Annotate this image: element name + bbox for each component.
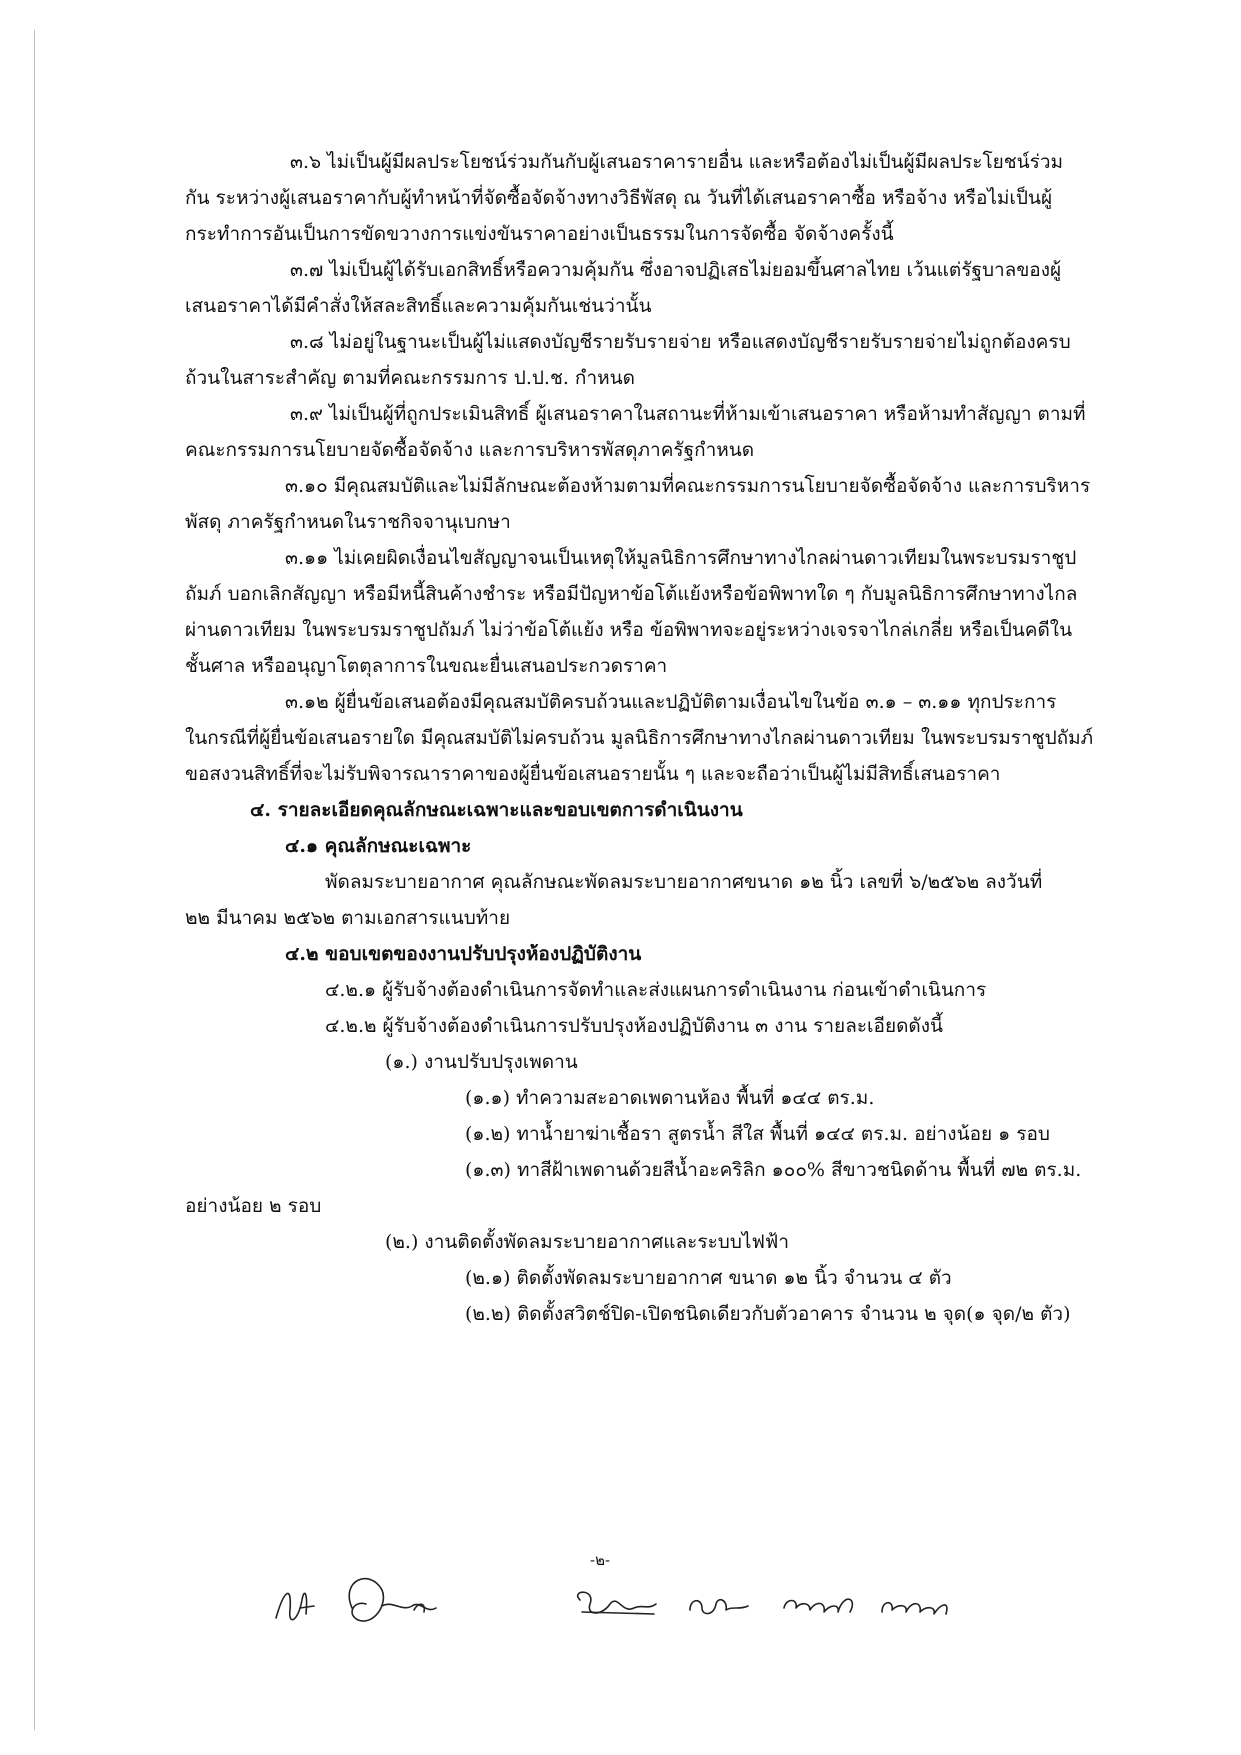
section-4-2-heading: ๔.๒ ขอบเขตของงานปรับปรุงห้องปฏิบัติงาน [285, 943, 642, 965]
item-4-2-2: ๔.๒.๒ ผู้รับจ้างต้องดำเนินการปรับปรุงห้องปฏิบัติงาน ๓ งาน รายละเอียดดังนี้ [325, 1015, 944, 1037]
paragraph-3-8-line-1: ๓.๘ ไม่อยู่ในฐานะเป็นผู้ไม่แสดงบัญชีรายรับรายจ่าย หรือแสดงบัญชีรายรับรายจ่ายไม่ถูกต้องครบ [290, 331, 1071, 353]
page-number: -๒- [590, 1551, 611, 1569]
work-1-2: (๑.๒) ทาน้ำยาฆ่าเชื้อรา สูตรน้ำ สีใส พื้นที่ ๑๔๔ ตร.ม. อย่างน้อย ๑ รอบ [465, 1123, 1050, 1145]
paragraph-3-10-line-2: พัสดุ ภาครัฐกำหนดในราชกิจจานุเบกษา [185, 511, 511, 533]
section-4-heading: ๔. รายละเอียดคุณลักษณะเฉพาะและขอบเขตการดำเนินงาน [250, 799, 743, 821]
work-2-2: (๒.๒) ติดตั้งสวิตช์ปิด-เปิดชนิดเดียวกับตัวอาคาร จำนวน ๒ จุด(๑ จุด/๒ ตัว) [465, 1303, 1071, 1325]
item-4-2-1: ๔.๒.๑ ผู้รับจ้างต้องดำเนินการจัดทำและส่งแผนการดำเนินงาน ก่อนเข้าดำเนินการ [325, 979, 987, 1001]
section-4-1-heading: ๔.๑ คุณลักษณะเฉพาะ [285, 835, 472, 857]
paragraph-3-8-line-2: ถ้วนในสาระสำคัญ ตามที่คณะกรรมการ ป.ป.ช. กำหนด [185, 367, 635, 389]
paragraph-3-7-line-1: ๓.๗ ไม่เป็นผู้ได้รับเอกสิทธิ์หรือความคุ้มกัน ซึ่งอาจปฏิเสธไม่ยอมขึ้นศาลไทย เว้นแต่รัฐบาลของผู้ [290, 259, 1062, 281]
paragraph-3-11-line-1: ๓.๑๑ ไม่เคยผิดเงื่อนไขสัญญาจนเป็นเหตุให้มูลนิธิการศึกษาทางไกลผ่านดาวเทียมในพระบรมราชูป [285, 547, 1077, 569]
work-1-3-line-1: (๑.๓) ทาสีฝ้าเพดานด้วยสีน้ำอะคริลิก ๑๐๐% สีขาวชนิดด้าน พื้นที่ ๗๒ ตร.ม. [465, 1159, 1082, 1181]
paragraph-3-6-line-3: กระทำการอันเป็นการขัดขวางการแข่งขันราคาอย่างเป็นธรรมในการจัดซื้อ จัดจ้างครั้งนี้ [185, 223, 894, 245]
handwritten-signatures [270, 1570, 1110, 1640]
paragraph-3-10-line-1: ๓.๑๐ มีคุณสมบัติและไม่มีลักษณะต้องห้ามตามที่คณะกรรมการนโยบายจัดซื้อจัดจ้าง และการบริหาร [285, 475, 1091, 497]
paragraph-3-11-line-2: ถัมภ์ บอกเลิกสัญญา หรือมีหนี้สินค้างชำระ หรือมีปัญหาข้อโต้แย้งหรือข้อพิพาทใด ๆ กับมูลนิธิการศึกษาทางไกล [185, 583, 1078, 605]
paragraph-3-12-line-2: ในกรณีที่ผู้ยื่นข้อเสนอรายใด มีคุณสมบัติไม่ครบถ้วน มูลนิธิการศึกษาทางไกลผ่านดาวเทียม ในพระบรมราชูปถัมภ์ [185, 727, 1094, 749]
work-1-heading: (๑.) งานปรับปรุงเพดาน [385, 1051, 578, 1073]
paragraph-3-9-line-1: ๓.๙ ไม่เป็นผู้ที่ถูกประเมินสิทธิ์ ผู้เสนอราคาในสถานะที่ห้ามเข้าเสนอราคา หรือห้ามทำสัญญา ตามที่ [290, 403, 1086, 425]
work-1-1: (๑.๑) ทำความสะอาดเพดานห้อง พื้นที่ ๑๔๔ ตร.ม. [465, 1087, 875, 1109]
paragraph-3-7-line-2: เสนอราคาได้มีคำสั่งให้สละสิทธิ์และความคุ้มกันเช่นว่านั้น [185, 295, 652, 317]
section-4-1-line-2: ๒๒ มีนาคม ๒๕๖๒ ตามเอกสารแนบท้าย [185, 907, 511, 929]
paragraph-3-6-line-2: กัน ระหว่างผู้เสนอราคากับผู้ทำหน้าที่จัดซื้อจัดจ้างทางวิธีพัสดุ ณ วันที่ได้เสนอราคาซื้อ หรือจ้าง หรือไม่เป็นผู้ [185, 187, 1053, 209]
signatures [270, 1570, 1110, 1640]
work-2-1: (๒.๑) ติดตั้งพัดลมระบายอากาศ ขนาด ๑๒ นิ้ว จำนวน ๔ ตัว [465, 1267, 952, 1289]
paragraph-3-11-line-4: ชั้นศาล หรืออนุญาโตตุลาการในขณะยื่นเสนอประกวดราคา [185, 655, 668, 677]
section-4-1-line-1: พัดลมระบายอากาศ คุณลักษณะพัดลมระบายอากาศขนาด ๑๒ นิ้ว เลขที่ ๖/๒๕๖๒ ลงวันที่ [325, 871, 1043, 893]
paragraph-3-12-line-1: ๓.๑๒ ผู้ยื่นข้อเสนอต้องมีคุณสมบัติครบถ้วนและปฏิบัติตามเงื่อนไขในข้อ ๓.๑ – ๓.๑๑ ทุกประการ [285, 691, 1057, 713]
work-1-3-line-2: อย่างน้อย ๒ รอบ [185, 1195, 322, 1217]
paragraph-3-11-line-3: ผ่านดาวเทียม ในพระบรมราชูปถัมภ์ ไม่ว่าข้อโต้แย้ง หรือ ข้อพิพาทจะอยู่ระหว่างเจรจาไกล่เกลี่ย หรือเป็นคดีใน [185, 619, 1073, 641]
work-2-heading: (๒.) งานติดตั้งพัดลมระบายอากาศและระบบไฟฟ้า [385, 1231, 790, 1253]
paragraph-3-9-line-2: คณะกรรมการนโยบายจัดซื้อจัดจ้าง และการบริหารพัสดุภาครัฐกำหนด [185, 439, 755, 461]
paragraph-3-6-line-1: ๓.๖ ไม่เป็นผู้มีผลประโยชน์ร่วมกันกับผู้เสนอราคารายอื่น และหรือต้องไม่เป็นผู้มีผลประโยชน์ร่วม [290, 151, 1064, 173]
paragraph-3-12-line-3: ขอสงวนสิทธิ์ที่จะไม่รับพิจารณาราคาของผู้ยื่นข้อเสนอรายนั้น ๆ และจะถือว่าเป็นผู้ไม่มีสิทธิ์เสนอราคา [185, 763, 1001, 785]
